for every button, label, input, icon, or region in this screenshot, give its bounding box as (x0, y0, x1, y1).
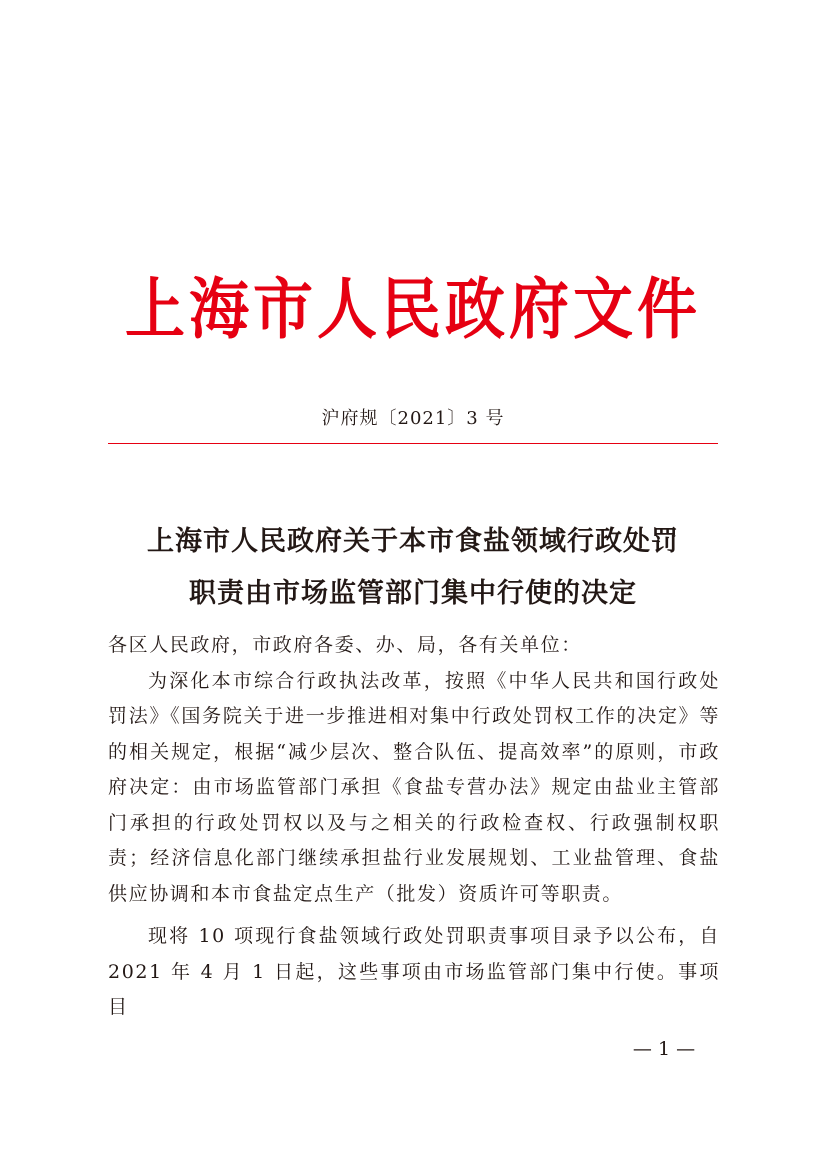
document-number: 沪府规〔2021〕3 号 (321, 408, 505, 429)
document-body (108, 628, 720, 1026)
document-masthead: 上海市人民政府文件 (125, 271, 701, 349)
salutation: 各区人民政府，市政府各委、办、局，各有关单位： (108, 634, 582, 656)
page-number: — 1 — (632, 1038, 696, 1060)
body-paragraph-1: 为深化本市综合行政执法改革，按照《中华人民共和国行政处罚法》《国务院关于进一步推进相对集中行政处罚权工作的决定》等的相关规定，根据“减少层次、整合队伍、提高效率”的原则，市政府决定：由市场监管部门承担《食盐专营办法》规定由盐业主管部门承担的行政处罚权以及与之相关的行政检查权、行政强制权职责；经济信息化部门继续承担盐行业发展规划、工业盐管理、食盐供应协调和本市食盐定点生产（批发）资质许可等职责。 (108, 669, 720, 905)
document-title-line-1: 上海市人民政府关于本市食盐领域行政处罚 (147, 526, 679, 557)
red-divider-line (108, 443, 718, 444)
document-title-line-2: 职责由市场监管部门集中行使的决定 (189, 578, 637, 609)
body-paragraph-2: 现将 10 项现行食盐领域行政处罚职责事项目录予以公布，自 2021 年 4 月 1 日起，这些事项由市场监管部门集中行使。事项目 (108, 925, 720, 1018)
document-title (0, 516, 826, 620)
